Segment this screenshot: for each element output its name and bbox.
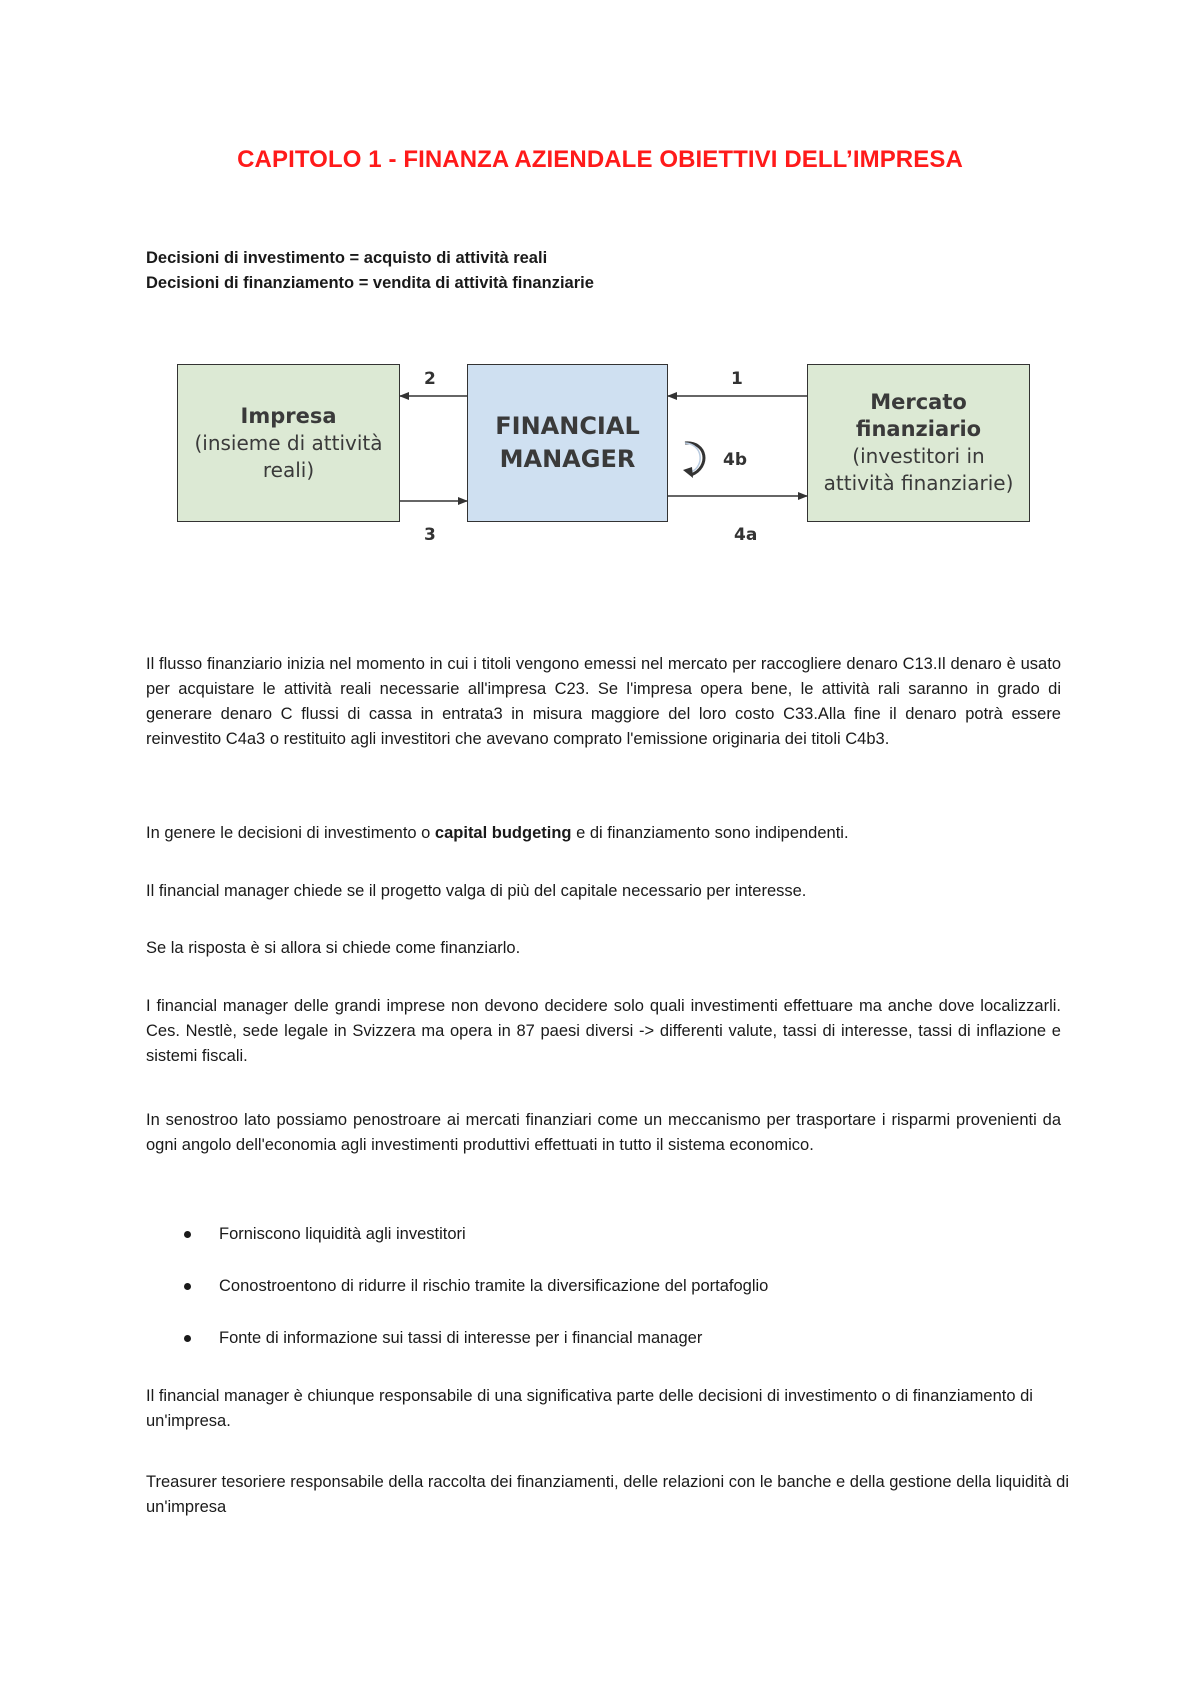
impresa-title: Impresa	[240, 403, 337, 428]
paragraph-mercati-finanziari: In senostroo lato possiamo penostroare ai mercati finanziari come un meccanismo per trasportare i risparmi provenienti da ogni angolo dell'economia agli investimenti produttivi effettuati in tutto il sistema economico.	[146, 1111, 1061, 1154]
mercato-line-3: (investitori in	[852, 444, 985, 468]
definition-investimento: Decisioni di investimento = acquisto di attività reali	[146, 249, 548, 267]
bullet-dot-icon	[184, 1231, 191, 1238]
arrow-4b-curved	[683, 443, 704, 478]
p2-bold-capital-budgeting: capital budgeting	[434, 824, 572, 842]
list-item	[146, 1222, 1061, 1274]
paragraph-flusso-finanziario: Il flusso finanziario inizia nel momento in cui i titoli vengono emessi nel mercato per raccogliere denaro C13.Il denaro è usato per acquistare le attività reali necessarie all'impresa C23. Se l'impresa opera bene, le attività rali saranno in grado di generare denaro C flussi di cassa in entrata3 in misura maggiore del loro costo C33.Alla fine il denaro potrà essere reinvestito C4a3 o restituito agli investitori che avevano comprato l'emissione originaria dei titoli C4b3.	[146, 655, 1061, 748]
label-3: 3	[424, 525, 436, 545]
label-4b: 4b	[723, 450, 747, 470]
impresa-line-2: reali)	[262, 457, 315, 482]
mercato-line-1: Mercato	[870, 390, 967, 414]
financial-flow-diagram	[170, 355, 1040, 555]
p2-text-after: e di finanziamento sono indipendenti.	[571, 824, 849, 842]
p2-text-before: In genere le decisioni di investimento o	[146, 824, 435, 842]
paragraph-financial-manager-definizione: Il financial manager è chiunque responsabile di una significativa parte delle decisioni di investimento o di finanziamento di un'impresa.	[146, 1387, 1033, 1430]
bullet-text: Fonte di informazione sui tassi di interesse per i financial manager	[219, 1329, 703, 1347]
bullet-text: Conostroentono di ridurre il rischio tramite la diversificazione del portafoglio	[219, 1277, 769, 1295]
manager-line-2: MANAGER	[499, 445, 636, 473]
impresa-box	[177, 364, 400, 522]
paragraph-grandi-imprese: I financial manager delle grandi imprese non devono decidere solo quali investimenti effettuare ma anche dove localizzarli. Ces. Nestlè, sede legale in Svizzera ma opera in 87 paesi diversi -> differenti valute, tassi di interesse, tassi di inflazione e sistemi fiscali.	[146, 997, 1061, 1065]
bullet-dot-icon	[184, 1283, 191, 1290]
list-item	[146, 1326, 1061, 1378]
bullet-dot-icon	[184, 1335, 191, 1342]
impresa-line-1: (insieme di attività	[194, 430, 383, 455]
mercato-finanziario-box	[807, 364, 1030, 522]
bullet-list	[146, 1222, 1061, 1378]
financial-manager-box	[467, 364, 668, 522]
paragraph-treasurer: Treasurer tesoriere responsabile della raccolta dei finanziamenti, delle relazioni con le banche e della gestione della liquidità di un'impresa	[146, 1473, 1070, 1516]
bullet-text: Forniscono liquidità agli investitori	[219, 1225, 466, 1243]
manager-line-1: FINANCIAL	[495, 412, 640, 440]
paragraph-progetto: Il financial manager chiede se il progetto valga di più del capitale necessario per interesse.	[146, 882, 807, 900]
definition-finanziamento: Decisioni di finanziamento = vendita di attività finanziarie	[146, 274, 594, 292]
definitions	[146, 246, 594, 296]
label-4a: 4a	[734, 525, 758, 545]
paragraph-risposta: Se la risposta è si allora si chiede come finanziarlo.	[146, 939, 521, 957]
label-2: 2	[424, 369, 436, 389]
paragraph-capital-budgeting	[146, 821, 1061, 846]
label-1: 1	[731, 369, 743, 389]
mercato-line-4: attività finanziarie)	[823, 471, 1014, 495]
page-title: CAPITOLO 1 - FINANZA AZIENDALE OBIETTIVI DELL’IMPRESA	[237, 146, 963, 173]
list-item	[146, 1274, 1061, 1326]
mercato-line-2: finanziario	[855, 417, 982, 441]
